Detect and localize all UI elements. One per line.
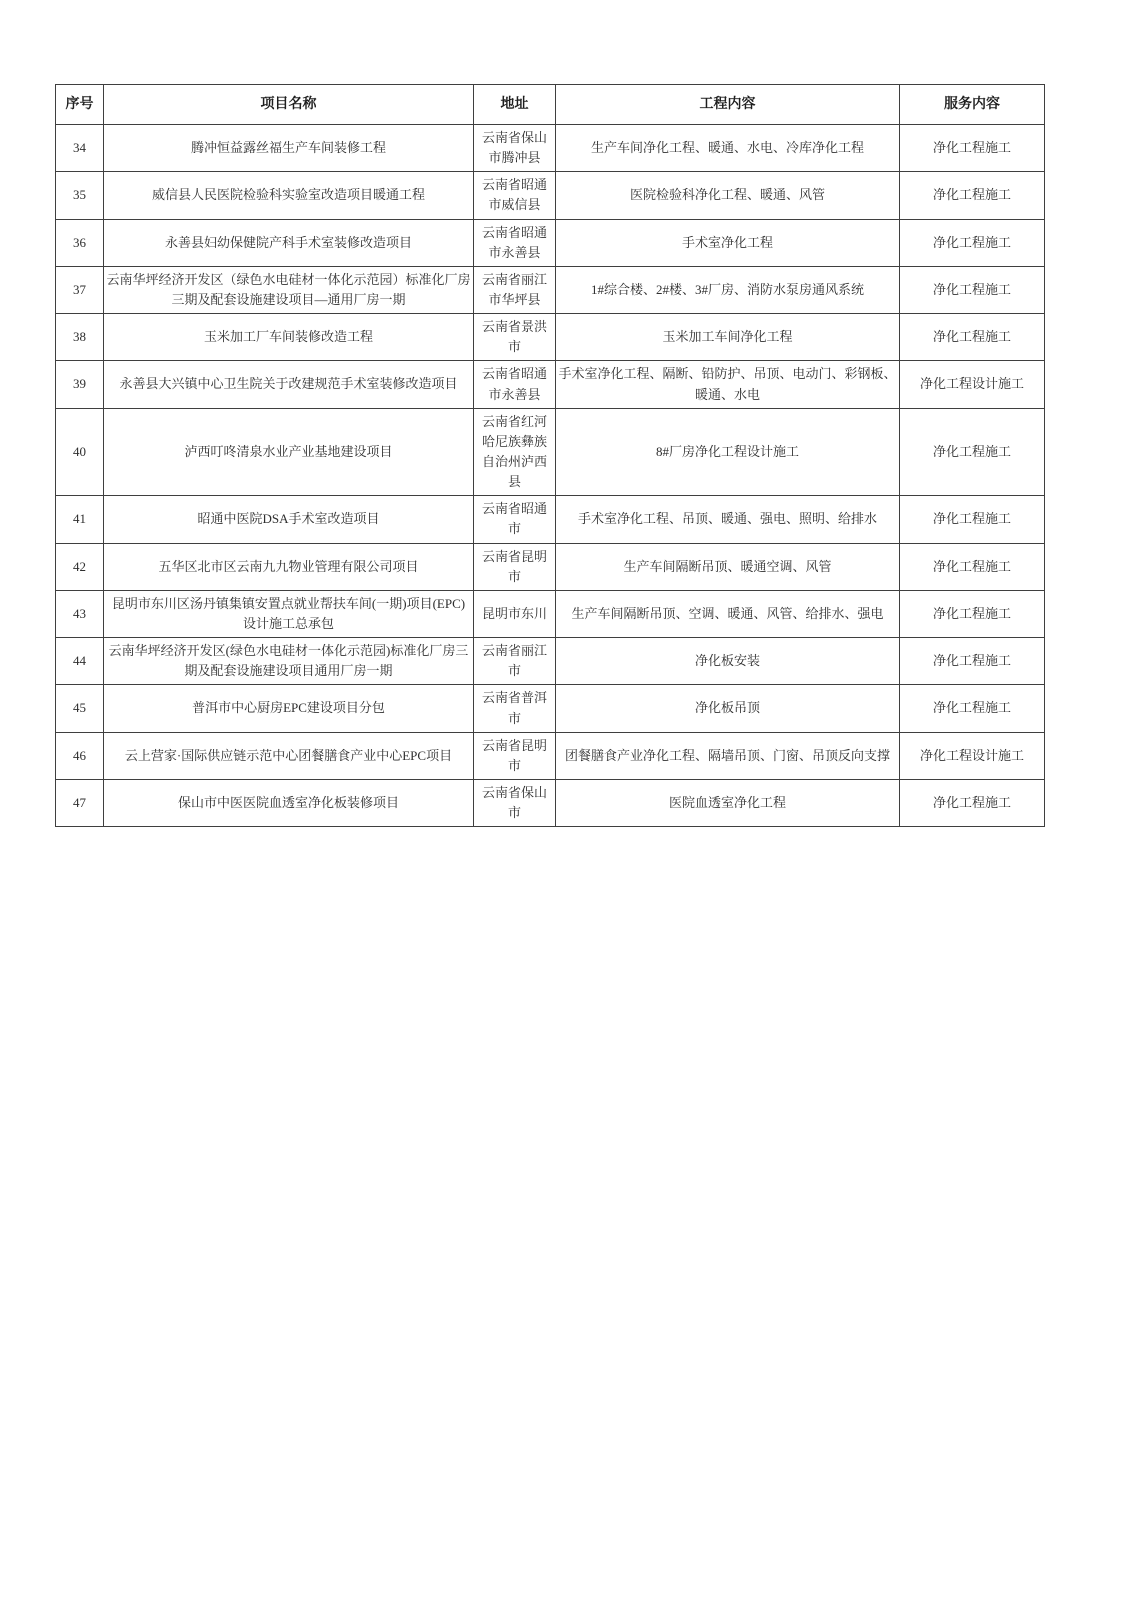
table-header-row [56, 85, 1045, 125]
cell-engineering-content: 手术室净化工程、吊顶、暖通、强电、照明、给排水 [556, 496, 900, 543]
cell-service-content: 净化工程设计施工 [900, 732, 1045, 779]
cell-no: 42 [56, 543, 104, 590]
cell-no: 36 [56, 219, 104, 266]
cell-engineering-content: 1#综合楼、2#楼、3#厂房、消防水泵房通风系统 [556, 266, 900, 313]
table-row [56, 638, 1045, 685]
column-header-service-content: 服务内容 [900, 85, 1045, 125]
table-row [56, 361, 1045, 408]
cell-no: 45 [56, 685, 104, 732]
cell-service-content: 净化工程施工 [900, 543, 1045, 590]
cell-project-name: 五华区北市区云南九九物业管理有限公司项目 [104, 543, 474, 590]
table-row [56, 732, 1045, 779]
cell-project-name: 威信县人民医院检验科实验室改造项目暖通工程 [104, 172, 474, 219]
cell-address: 云南省丽江市 [474, 638, 556, 685]
cell-no: 44 [56, 638, 104, 685]
cell-service-content: 净化工程施工 [900, 172, 1045, 219]
cell-project-name: 永善县妇幼保健院产科手术室装修改造项目 [104, 219, 474, 266]
cell-address: 云南省景洪市 [474, 314, 556, 361]
cell-engineering-content: 净化板安装 [556, 638, 900, 685]
cell-address: 云南省丽江市华坪县 [474, 266, 556, 313]
cell-project-name: 云南华坪经济开发区(绿色水电硅材一体化示范园)标准化厂房三期及配套设施建设项目通用厂房一期 [104, 638, 474, 685]
table-row [56, 685, 1045, 732]
cell-engineering-content: 8#厂房净化工程设计施工 [556, 408, 900, 496]
table-row [56, 590, 1045, 637]
cell-service-content: 净化工程施工 [900, 779, 1045, 826]
cell-address: 云南省普洱市 [474, 685, 556, 732]
table-row [56, 172, 1045, 219]
cell-project-name: 云上营家·国际供应链示范中心团餐膳食产业中心EPC项目 [104, 732, 474, 779]
table-row [56, 219, 1045, 266]
table-body [56, 125, 1045, 827]
cell-service-content: 净化工程设计施工 [900, 361, 1045, 408]
cell-service-content: 净化工程施工 [900, 125, 1045, 172]
cell-address: 云南省昆明市 [474, 543, 556, 590]
cell-no: 38 [56, 314, 104, 361]
cell-engineering-content: 手术室净化工程 [556, 219, 900, 266]
cell-address: 云南省保山市腾冲县 [474, 125, 556, 172]
cell-service-content: 净化工程施工 [900, 590, 1045, 637]
cell-project-name: 腾冲恒益露丝福生产车间装修工程 [104, 125, 474, 172]
cell-no: 43 [56, 590, 104, 637]
cell-engineering-content: 生产车间隔断吊顶、暖通空调、风管 [556, 543, 900, 590]
table-row [56, 266, 1045, 313]
cell-no: 35 [56, 172, 104, 219]
cell-project-name: 昭通中医院DSA手术室改造项目 [104, 496, 474, 543]
cell-project-name: 昆明市东川区汤丹镇集镇安置点就业帮扶车间(一期)项目(EPC)设计施工总承包 [104, 590, 474, 637]
projects-table [55, 84, 1045, 827]
cell-service-content: 净化工程施工 [900, 408, 1045, 496]
cell-no: 41 [56, 496, 104, 543]
cell-no: 39 [56, 361, 104, 408]
cell-address: 云南省红河哈尼族彝族自治州泸西县 [474, 408, 556, 496]
cell-project-name: 保山市中医医院血透室净化板装修项目 [104, 779, 474, 826]
table-row [56, 779, 1045, 826]
cell-engineering-content: 净化板吊顶 [556, 685, 900, 732]
cell-no: 47 [56, 779, 104, 826]
cell-engineering-content: 医院血透室净化工程 [556, 779, 900, 826]
cell-engineering-content: 手术室净化工程、隔断、铅防护、吊顶、电动门、彩钢板、暖通、水电 [556, 361, 900, 408]
cell-address: 云南省昭通市永善县 [474, 219, 556, 266]
cell-engineering-content: 生产车间净化工程、暖通、水电、冷库净化工程 [556, 125, 900, 172]
column-header-project-name: 项目名称 [104, 85, 474, 125]
cell-address: 云南省保山市 [474, 779, 556, 826]
cell-no: 40 [56, 408, 104, 496]
table-row [56, 125, 1045, 172]
cell-service-content: 净化工程施工 [900, 266, 1045, 313]
cell-address: 云南省昭通市 [474, 496, 556, 543]
cell-project-name: 普洱市中心厨房EPC建设项目分包 [104, 685, 474, 732]
cell-project-name: 永善县大兴镇中心卫生院关于改建规范手术室装修改造项目 [104, 361, 474, 408]
cell-engineering-content: 玉米加工车间净化工程 [556, 314, 900, 361]
cell-service-content: 净化工程施工 [900, 314, 1045, 361]
cell-service-content: 净化工程施工 [900, 638, 1045, 685]
cell-address: 云南省昭通市永善县 [474, 361, 556, 408]
cell-no: 34 [56, 125, 104, 172]
cell-service-content: 净化工程施工 [900, 685, 1045, 732]
cell-project-name: 玉米加工厂车间装修改造工程 [104, 314, 474, 361]
cell-engineering-content: 医院检验科净化工程、暖通、风管 [556, 172, 900, 219]
cell-project-name: 云南华坪经济开发区（绿色水电硅材一体化示范园）标准化厂房三期及配套设施建设项目—通用厂房一期 [104, 266, 474, 313]
cell-address: 云南省昆明市 [474, 732, 556, 779]
column-header-address: 地址 [474, 85, 556, 125]
cell-engineering-content: 生产车间隔断吊顶、空调、暖通、风管、给排水、强电 [556, 590, 900, 637]
column-header-no: 序号 [56, 85, 104, 125]
table-row [56, 543, 1045, 590]
table-row [56, 408, 1045, 496]
column-header-engineering-content: 工程内容 [556, 85, 900, 125]
cell-no: 46 [56, 732, 104, 779]
cell-engineering-content: 团餐膳食产业净化工程、隔墙吊顶、门窗、吊顶反向支撑 [556, 732, 900, 779]
table-row [56, 496, 1045, 543]
cell-address: 昆明市东川 [474, 590, 556, 637]
cell-project-name: 泸西叮咚清泉水业产业基地建设项目 [104, 408, 474, 496]
cell-service-content: 净化工程施工 [900, 219, 1045, 266]
table-row [56, 314, 1045, 361]
cell-address: 云南省昭通市威信县 [474, 172, 556, 219]
cell-no: 37 [56, 266, 104, 313]
cell-service-content: 净化工程施工 [900, 496, 1045, 543]
